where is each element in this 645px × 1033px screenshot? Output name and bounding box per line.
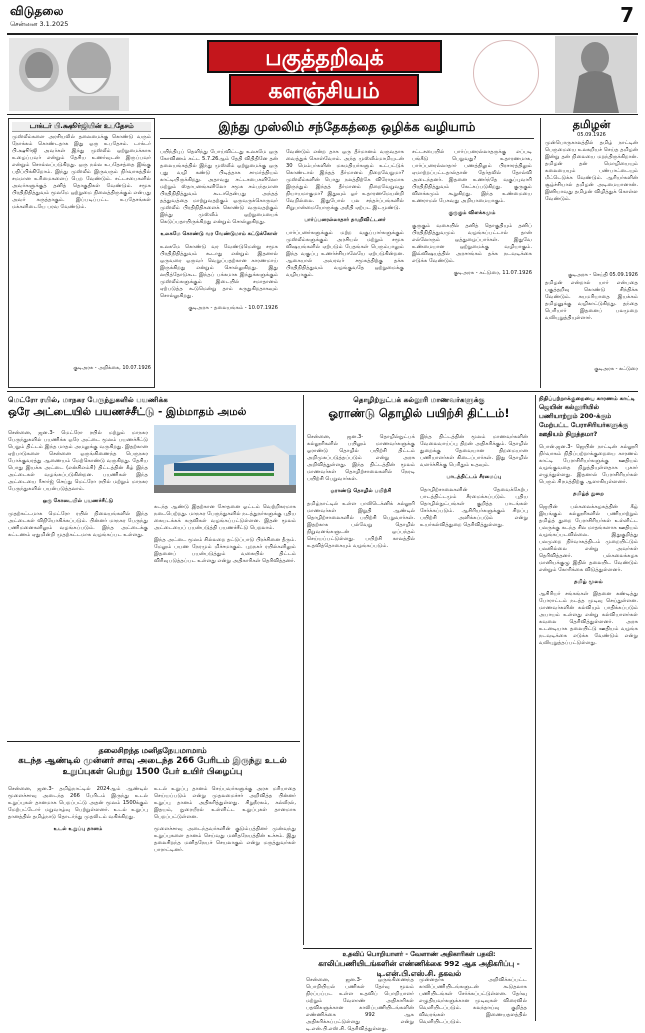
- left-box-body: முஸ்லீம்களை அரசியலில் தலைமைக்கு கொண்டு வரும் நோக்கம் கொண்டதாக இது ஒரு உபதேசம். டாக்டர் பி.க்ஷூர்ஜி அவர்கள் இந்து முஸ்லீம் ஒற்றுமைக்காக உழைப்பவர் என்றும் தேசிய உணர்வுடன் இருப்பவர் என்றும் சொல்லப்படுகிறது. ஒரு நல்ல உபதேசத்தை இங்கு பதிப்பிக்கிறோம். இந்து முஸ்லீம் இருவரும் நிர்வாகத்தில் சமமான உரிமைகளைப் பெற வேண்டும். சட்டசபைகளில் அவர்களுக்குத் தனித் தொகுதிகள் வேண்டும். சமூக பிரதிநிதித்துவம் மூலமே ஒற்றுமை நிலைத்திருக்கும் என்பது அவர் கருத்தாகும். இப்படிப்பட்ட உபதேசங்கள் மக்களிடையே பரவ வேண்டும்.: [12, 134, 151, 210]
- left-box-title: டாக்டர் பி.க்ஷூர்ஜியின் உபதேசம்: [12, 122, 151, 132]
- section-rule-2: [7, 741, 300, 742]
- metro-title: ஒரே அட்டையில் பயணச்சீட்டு - இம்மாதம் அமல்: [8, 406, 247, 418]
- right-date: 05.09.1926: [577, 132, 606, 138]
- vacancy-col-1: [306, 972, 414, 1033]
- lead-col2-text: வேண்டும் என்ற தாக ஒரு தீர்மானம் வருவதாக வைத்துக் கொள்வோம். அந்த முஸ்லீம்மாமியுடன் 30 மெம்பர்களின் மகமதியர்களும் உட்பட்டுக் கொண்டால் இந்தத் தீர்மானம் நிறைவேறுமா? முஸ்லீம்களின் பொது நலத்திற்கே விரோதமாக இருந்தும் இந்தத் தீர்மானம் நிறைவேறுவது நியாயமாகுமா? இதுவும் ஓர் உதாரணமேயன்றி வேறில்லை. இதுபோல் பல சந்தர்ப்பங்களில் சிறுபான்மையோருக்கு அநீதி ஏற்பட இடமுண்டு.: [286, 149, 404, 212]
- metro-train-image: [154, 425, 296, 493]
- salary-body-2: ஜெயின் பல்கலைக்கழகத்தின் கீழ் இயங்கும் கல்லூரிகளில் பணியாற்றும் தமிழ்த் துறை பேராசிரியர்கள் உள்ளிட்ட பலருக்கு கடந்த சில மாதங்களாக ஊதியம் வழங்கப்படவில்லை. இதுகுறித்து பலமுறை நிர்வாகத்திடம் முறையிட்டும் பலனில்லை என்று அவர்கள் தெரிவித்தனர். பல்கலைக்கழக மானியக்குழு இதில் தலையிட வேண்டும் என்றும் கோரிக்கை விடுத்துள்ளனர்.: [539, 503, 638, 573]
- lead-col-2: [286, 144, 404, 384]
- lead-sub-1: உலகமே கொண்டு வர வேண்டுமாம் கட்டுக்கோள்: [160, 231, 278, 238]
- vacancy-col-2: [419, 972, 527, 1026]
- metro-col-2: [154, 499, 296, 735]
- lead-sub-2: பார்ப்பனரல்லாதார் தவறிவிட்டனர்: [304, 217, 386, 224]
- paper-name: விடுதலை: [10, 4, 64, 18]
- metro-col-1: [8, 425, 148, 735]
- training-sub-2: பாடத்திட்டம் சீரமைப்பு: [446, 474, 502, 481]
- lead-story: [160, 118, 534, 388]
- training-body: சென்னை, ஜன.3- தொழில்நுட்பக் கல்லூரிகளில் பயிலும் மாணவர்களுக்கு ஓராண்டு தொழில் பயிற்சி திட்டம் அறிமுகப்படுத்தப்படும் என்று அரசு அறிவித்துள்ளது. இந்த திட்டத்தின் மூலம் மாணவர்கள் தொழிற்சாலைகளில் நேரடி பயிற்சி பெறுவார்கள்.: [307, 434, 415, 483]
- lead-sub-3: குருகும் விளக்கமும்: [448, 210, 496, 217]
- salary-body: பொன்.ஜன.3- ஜெயின் நாட்டின் கல்லூரி நிர்வாகம் நிதிப்பற்றாக்குறையை காரணம் காட்டி பேராசிரியர்களுக்கு ஊதியம் வழங்குவதை நிறுத்தியுள்ளதாக புகார் எழுந்துள்ளது. இதனால் பேராசிரியர்கள் பெரும் சிரமத்திற்கு ஆளாகியுள்ளனர்.: [539, 444, 638, 486]
- salary-story: [535, 395, 638, 1021]
- vacancy-body-2: முன்னதாக அறிவிக்கப்பட்ட காலிப்பணியிடங்களுடன் கூடுதலாக பணியிடங்கள் சேர்க்கப்பட்டுள்ளன. தேர்வு எழுதியவர்களுக்கான முடிவுகள் விரைவில் வெளியிடப்படும். கலந்தாய்வு குறித்த விவரங்கள் இணையதளத்தில் வெளியிடப்படும்.: [419, 977, 527, 1026]
- metro-body-3: கடந்த ஆண்டு இதற்கான சோதனை ஓட்டம் வெற்றிகரமாக நடைபெற்றது. மாநகர பேருந்துகளில் நடத்துநர்களுக்கு புதிய கையடக்கக் கருவிகள் வழங்கப்பட்டுள்ளன. இதன் மூலம் அட்டையைப் பயன்படுத்தி பயணச்சீட்டு பெறலாம்.: [154, 504, 296, 532]
- masthead: [7, 2, 638, 32]
- vacancy-body: சென்னை, ஜன.3- ஒருங்கிணைந்த பொறியியல் பணிகள் தேர்வு மூலம் நிரப்பப்பட உள்ள உதவிப் பொறியாளர் மற்றும் வேளாண் அதிகாரிகள் பதவிகளுக்கான காலிப்பணியிடங்களின் எண்ணிக்கை 992 ஆக அதிகரிக்கப்பட்டுள்ளது என்று டி.என்.பி.எஸ்.சி. தெரிவித்துள்ளது.: [306, 977, 414, 1033]
- lead-col-3: [412, 144, 532, 384]
- portrait-left: [9, 38, 129, 111]
- left-box: [8, 118, 155, 388]
- humanity-story: [8, 745, 297, 1021]
- lead-col1-text: பயிந்திபுப் தெளிந்து போய்விட்டது உலகமே ஒரு கோவிணம் சுட்ட 5.7.26ஆம் தேதி விதிதினே தன் தலையங்கத்தில் இந்து முஸ்லீம் ஒற்றுமைக்கு ஒரு புது வழி கண்டு பிடித்தாக சாமர்த்தியம் காட்டியிருக்கிறது. அதாவது சட்டசபைகளிலோ மற்றும் ஸ்தாபனங்களிலோ சமூக சம்பந்தமான பிரதிநிதித்துவம் கூடாதென்பது அந்தத் தத்துவத்தை மாற்றுவதற்கும் ஒருவருக்கொருவர் முஸ்லீம் பிரதிநிதிகளைக் கொண்டு வருவதற்கும் இந்து முஸ்லீம் ஒற்றுமையைக் கெடுப்பதாயிருக்கிறது என்றும் சொல்லுகிறது.: [160, 149, 278, 226]
- training-title: ஓராண்டு தொழில் பயிற்சி திட்டம்!: [328, 406, 510, 420]
- training-body-2: தமிழ்நாட்டில் உள்ள பாலிடெக்னிக் கல்லூரி மாணவர்கள் இறுதி ஆண்டில் தொழிற்சாலைகளில் பயிற்சி பெறுவார்கள். இதற்காக பல்வேறு தொழில் நிறுவனங்களுடன் ஒப்பந்தம் செய்யப்பட்டுள்ளது. பயிற்சி காலத்தில் உதவித்தொகையும் வழங்கப்படும்.: [307, 500, 415, 549]
- training-body-3: இந்த திட்டத்தின் மூலம் மாணவர்களின் வேலைவாய்ப்பு திறன் அதிகரிக்கும். தொழில் துறைக்கு தேவையான திறமையான பணியாளர்கள் கிடைப்பார்கள். இது தொழில் வளர்ச்சிக்கு பெரிதும் உதவும்.: [420, 434, 528, 469]
- vacancy-story: [303, 950, 532, 1033]
- masthead-rule: [7, 33, 638, 35]
- banner-title-box: [207, 40, 442, 106]
- right-byline-2: குடிஅரசு - கட்டுரை: [594, 366, 638, 372]
- lead-title: இந்து முஸ்லிம் சந்தேகத்தை ஒழிக்க வழியாம்: [160, 118, 534, 139]
- humanity-head: தலைசிறந்த மனிதநேயமாமாம்: [98, 746, 207, 755]
- section-rule-1: [7, 391, 638, 392]
- banner: [7, 36, 638, 113]
- right-body-2: தமிழன் என்றால் யார் என்பதை பகுத்தறிவு கொண்டு சிந்திக்க வேண்டும். சுயமரியாதை இயக்கம் தமிழனுக்கு வழிகாட்டுகிறது. தந்தை பெரியார் இதனைப் பலமுறை வலியுறுத்தியுள்ளார்.: [545, 280, 638, 321]
- humanity-sub: உடல் உறுப்பு தானம்: [53, 826, 103, 833]
- training-col-1: [307, 429, 415, 939]
- training-story: [303, 395, 531, 945]
- right-body: முன்பொருகாலத்தில் தமிழ் நாட்டின் பெருமையை உலகறியச் செய்த தமிழன் இன்று தன் நிலையை மறந்திருக்கிறான். தமிழன் தன் மொழியையும் கலையையும் பண்பாட்டையும் மீட்டெடுக்க வேண்டும். ஆரியர்களின் சூழ்ச்சியால் தமிழன் அடிமையானான். இனியாவது தமிழன் விழித்துக் கொள்ள வேண்டும்.: [545, 140, 638, 202]
- salary-head: நிதிப்பற்றாக்குறையை காரணம் காட்டி: [539, 396, 636, 402]
- metro-head: மெட்ரோ ரயில், மாநகர பேருந்துகளில் பயணிக்க: [8, 395, 168, 404]
- statue-image: [555, 36, 637, 113]
- metro-story: [8, 395, 297, 738]
- salary-text: [539, 444, 638, 1004]
- salary-sub-2: தமிழ் மூலம்: [574, 578, 603, 585]
- salary-sub-1: தமிழ்த் துறை: [573, 491, 604, 498]
- humanity-title: கடந்த ஆண்டில் முன்னர் சாவு அடைந்த 266 பேரிடம் இருந்து உடல் உறுப்புகள் பெற்று 1500 பேர் உயிர் பிழைப்பு: [18, 756, 287, 777]
- right-title: தமிழன்: [572, 118, 611, 131]
- vacancy-head: உதவிப் பொறியாளர் - வேளாண் அதிகாரிகள் பதவி:: [342, 950, 496, 958]
- training-col-2: [420, 429, 528, 939]
- page-number: 7: [620, 3, 634, 27]
- right-byline-1: குடிஅரசு - செய்தி 05.09.1926: [567, 272, 638, 278]
- lead-col-1: [160, 144, 278, 384]
- lead-col2b-text: பார்ப்பனர்களுக்கும் மற்ற வகுப்பார்களுக்கும் முஸ்லீம்களுக்கும் அரசியல் மற்றும் சமூக விஷயங்களில் ஏற்படும் பேதங்கள் பெரும்பாலும் இந்த வகுப்பு உணர்ச்சியாலேயே ஏற்படுகின்றன. ஆகையால் அவரவர் சமூகத்திற்கு தக்க பிரதிநிதித்துவம் வழங்குவதே ஒற்றுமைக்கு வழியாகும்.: [286, 229, 404, 278]
- metro-sub: ஒரு கோடையில் பயணச்சீட்டு: [42, 498, 114, 505]
- training-sub-1: ஓராண்டு தொழில் பயிற்சி: [330, 488, 392, 495]
- salary-title: ஜெயின் கல்லூரியில் பணியாற்றும் 200-க்கும் மேற்பட்ட பேராசிரியர்களுக்கு ஊதியம் நிறுத்தமா?: [539, 403, 629, 438]
- training-head: தொழிற்நுட்பக் கல்லூரி மாணவர்களுக்கு: [353, 395, 485, 404]
- humanity-body-2: உடல் உறுப்பு தானம் செய்பவர்களுக்கு அரசு மரியாதை செய்யப்படும் என்று முதலமைச்சர் அறிவித்த பின்னர் உறுப்பு தானம் அதிகரித்துள்ளது. சிறுநீரகம், கல்லீரல், இதயம், நுரையீரல் உள்ளிட்ட உறுப்புகள் தானமாக பெறப்பட்டுள்ளன.: [154, 786, 296, 821]
- humanity-col-2: [154, 781, 296, 1019]
- salary-body-3: ஆசிரியர் சங்கங்கள் இதனை கண்டித்து போராட்டம் நடத்த முடிவு செய்துள்ளன. மாணவர்களின் கல்வியும் பாதிக்கப்படும் அபாயம் உள்ளது என்று கல்வியாளர்கள் கவலை தெரிவித்துள்ளனர். அரசு உடனடியாக தலையிட்டு ஊதியம் வழங்க நடவடிக்கை எடுக்க வேண்டும் என்று வலியுறுத்தப்பட்டுள்ளது.: [539, 590, 638, 646]
- left-box-byline: குடிஅரசு - அறிக்கை, 10.07.1926: [73, 365, 151, 371]
- lead-col3b-text: குருகும் வகையில் தனித் தொகுதியும் தனிப் பிரதிநிதித்துவமும் வழங்கப்பட்டால் தான் எல்லோரும் ஒத்துழைப்பார்கள். இதுவே உண்மையான ஒற்றுமைக்கு வழியாகும். இவ்விஷயத்தில் அரசாங்கம் தக்க நடவடிக்கை எடுக்க வேண்டும்.: [412, 222, 532, 264]
- banner-rule: [7, 114, 638, 115]
- banner-line1: பகுத்தறிவுக்: [207, 40, 442, 73]
- paper-date: சென்னை 3.1.2025: [10, 20, 69, 28]
- metro-body-4: இந்த அட்டை மூலம் சில்லறை தட்டுப்பாடு பிரச்சினை தீரும். மேலும் பயண நேரமும் மிச்சமாகும். புறநகர் ரயில்களிலும் இதனைப் பயன்படுத்தும் வகையில் திட்டம் விரிவுபடுத்தப்பட உள்ளது என்று அதிகாரிகள் தெரிவித்தனர்.: [154, 537, 296, 565]
- lead-col3-text: சட்டசபையில் பார்ப்பனரல்லாதருக்கு எப்படி பங்கீடு பெறுவது? உதாரணமாக, பார்ப்பனரல்லாதார் பணத்திலும் பிரசாரத்திலும் ஏமாற்றப்பட்டதால்தான் தேர்தலில் தோல்வி அடைந்தனர். இதனை உணர்ந்தே வகுப்புவாரி பிரதிநிதித்துவம் கேட்கப்படுகிறது. குருகும் விளக்கமும் கூறுகிறது. இந்த உண்மையை உணராமல் பேசுவது அறியாமையாகும்.: [412, 149, 532, 205]
- right-column: [540, 118, 638, 388]
- lead-byline-1: குடிஅரசு - தலையங்கம் - 10.07.1926: [188, 304, 278, 311]
- metro-body-2: முதற்கட்டமாக மெட்ரோ ரயில் நிலையங்களில் இந்த அட்டைகள் விநியோகிக்கப்படும். பின்னர் மாநகர பேருந்து பணிமனைகளிலும் வழங்கப்படும். இந்த அட்டைக்கு கட்டணம் ஏதுமின்றி முதற்கட்டமாக வழங்கப்பட உள்ளது.: [8, 510, 148, 538]
- metro-body: சென்னை, ஜன.3- மெட்ரோ ரயில் மற்றும் மாநகர பேருந்துகளில் பயணிக்க ஒரே அட்டை மூலம் பயணச்சீட்டு பெறும் திட்டம் இந்த மாதம் அமலுக்கு வருகிறது. இதற்கான ஏற்பாடுகளை சென்னை ஒருங்கிணைந்த பெருநகர போக்குவரத்து ஆணையம் மேற்கொண்டு வருகிறது. தேசிய பொது இயக்க அட்டை (என்சிஎம்சி) திட்டத்தின் கீழ் இந்த அட்டைகள் வழங்கப்படுகின்றன. பயணிகள் இந்த அட்டையை ரீசார்ஜ் செய்து மெட்ரோ ரயில் மற்றும் மாநகர பேருந்துகளில் பயன்படுத்தலாம்.: [8, 430, 148, 493]
- banner-line2: களஞ்சியம்: [229, 74, 419, 106]
- humanity-col-1: [8, 781, 148, 1019]
- training-body-4: தொழிற்சாலைகளின் தேவைக்கேற்ப பாடத்திட்டமும் சீரமைக்கப்படும். புதிய தொழில்நுட்பங்கள் குறித்த பாடங்கள் சேர்க்கப்படும். ஆசிரியர்களுக்கும் சிறப்பு பயிற்சி அளிக்கப்படும் என்று உயர்கல்வித்துறை தெரிவித்துள்ளது.: [420, 486, 528, 528]
- lead-col1b-text: உலகமே கொண்டு வர வேண்டுமென்று சமூக பிரதிநிதித்துவம் கூடாது என்றும் இதனால் ஒருவரை ஒருவர் வெறுப்பதற்கான காரணமாய் இருக்கிறது என்றும் சொல்லுகிறது. இது லயித்தோடுகூட இந்தப் பக்கமாக இந்துக்களுக்கும் முஸ்லீம்களுக்கும் இடையில் சமாதானம் ஏற்படுத்த கூடுமென்று தாம் கருதுகிறதாகவும் சொல்லுகிறது.: [160, 243, 278, 299]
- vacancy-title: காலிப்பணியிடங்களின் எண்ணிக்கை 992 ஆக அதிகரிப்பு - டி.என்.பி.எஸ்.சி. தகவல்: [318, 959, 520, 978]
- lead-byline-2: குடிஅரசு - கட்டுரை, 11.07.1926: [453, 269, 532, 276]
- humanity-body-3: மூளைச்சாவு அடைந்தவர்களின் குடும்பத்தினர் முன்வந்து உறுப்புகளை தானம் செய்வது மனிதநேயத்தின் உச்சம். இது தலைசிறந்த மனிதநேயச் செயலாகும் என்று மருத்துவர்கள் பாராட்டினர்.: [154, 826, 296, 854]
- decorative-circle: [473, 40, 539, 106]
- section-rule-3: [303, 948, 532, 949]
- humanity-body: சென்னை, ஜன.3- தமிழ்நாட்டில் 2024ஆம் ஆண்டில் மூளைச்சாவு அடைந்த 266 பேரிடம் இருந்து உடல் உறுப்புகள் தானமாக பெறப்பட்டு அதன் மூலம் 1500க்கும் மேற்பட்டோர் மறுவாழ்வு பெற்றுள்ளனர். உடல் உறுப்பு தானத்தில் தமிழ்நாடு தொடர்ந்து முதலிடம் வகிக்கிறது.: [8, 786, 148, 821]
